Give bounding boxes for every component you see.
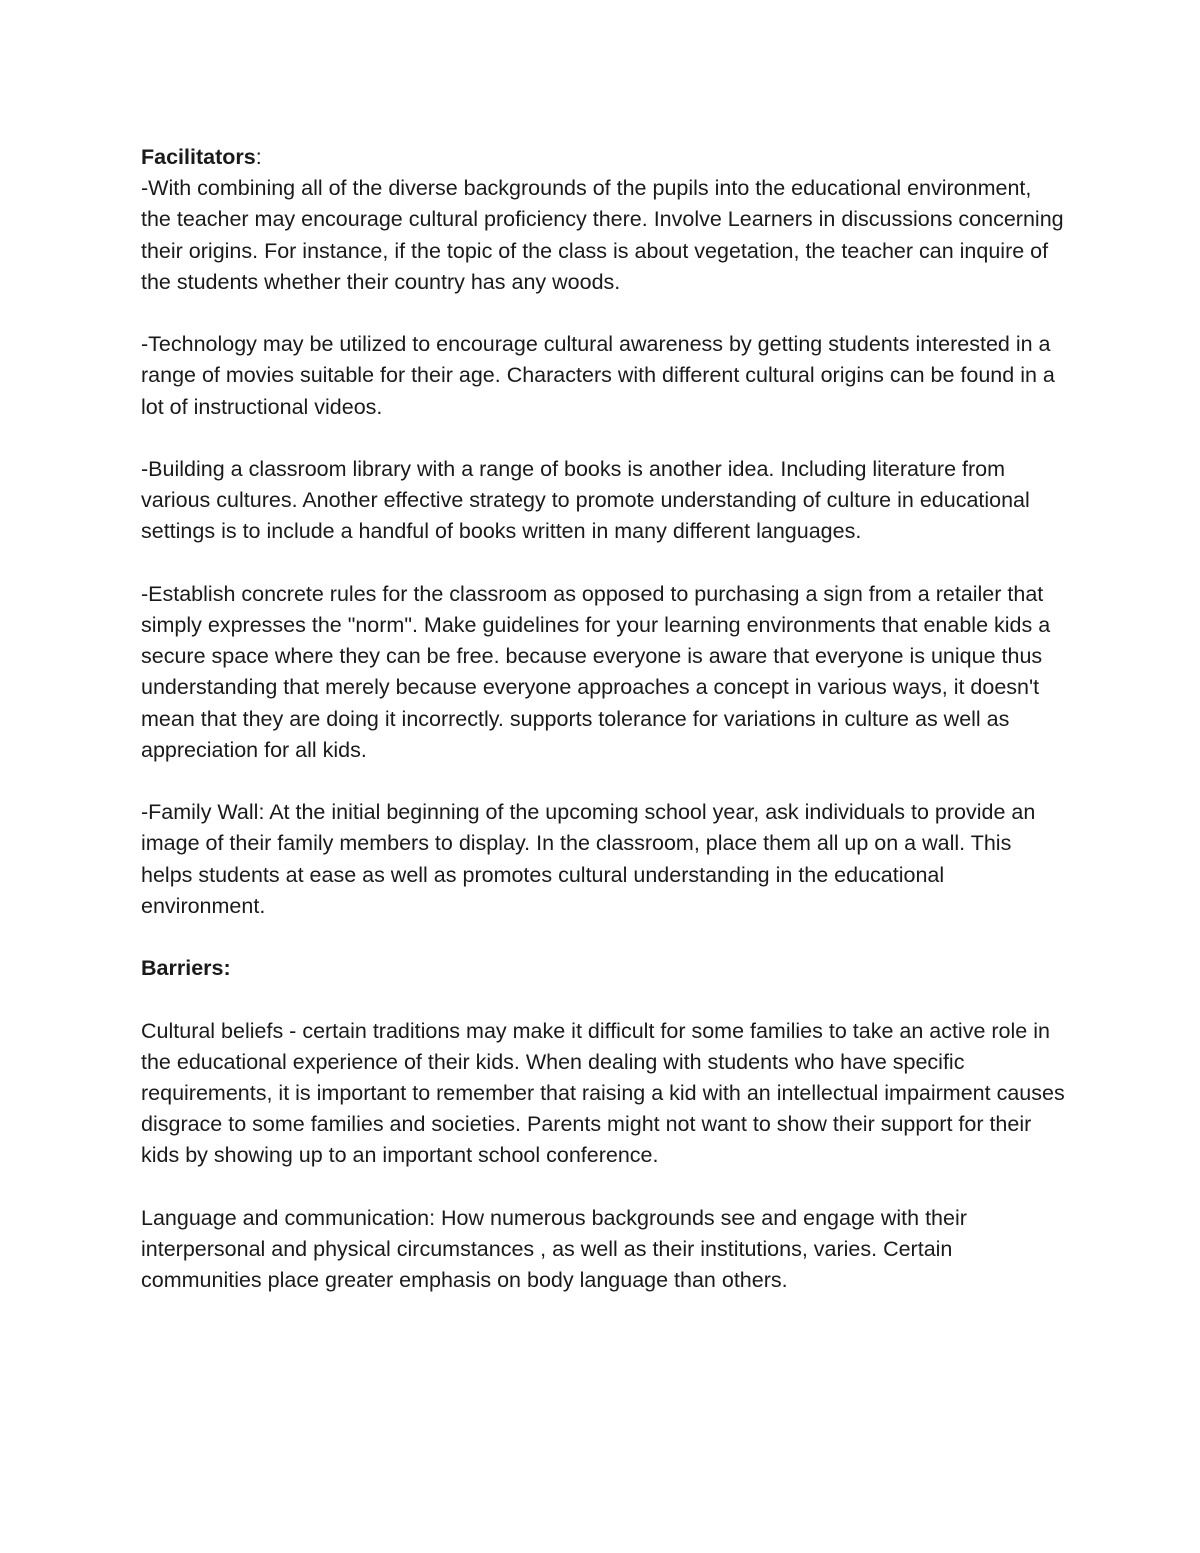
paragraph-gap bbox=[141, 298, 1066, 329]
facilitators-heading-text: Facilitators bbox=[141, 145, 256, 169]
facilitator-paragraph-1: -With combining all of the diverse backgrounds of the pupils into the educational environment, the teacher may encourage cultural proficiency there. Involve Learners in discussions concerning their origins. For instance, if the topic of the class is about vegetation, the teacher can inquire of the students whether their country has any woods. bbox=[141, 176, 1064, 294]
document-body bbox=[141, 142, 1066, 1296]
barrier-paragraph-2: Language and communication: How numerous backgrounds see and engage with their interpersonal and physical circumstances , as well as their institutions, varies. Certain communities place greater emphasis on body language than others. bbox=[141, 1205, 967, 1293]
facilitators-heading-colon: : bbox=[255, 145, 262, 169]
facilitator-paragraph-5: -Family Wall: At the initial beginning of the upcoming school year, ask individuals to provide an image of their family members to display. In the classroom, place them all up on a wall. This helps students at ease as well as promotes cultural understanding in the educational environment. bbox=[141, 800, 1036, 918]
barriers-heading: Barriers: bbox=[141, 956, 231, 981]
paragraph-gap bbox=[141, 984, 1066, 1015]
paragraph-gap bbox=[141, 423, 1066, 454]
paragraph-gap bbox=[141, 922, 1066, 953]
facilitator-paragraph-4: -Establish concrete rules for the classroom as opposed to purchasing a sign from a retailer that simply expresses the "norm". Make guidelines for your learning environments that enable kids a secure space where they can be free. because everyone is aware that everyone is unique thus understanding that merely because everyone approaches a concept in various ways, it doesn't mean that they are doing it incorrectly. supports tolerance for variations in culture as well as appreciation for all kids. bbox=[141, 581, 1051, 762]
facilitators-heading bbox=[141, 142, 1066, 173]
paragraph-gap bbox=[141, 548, 1066, 579]
facilitator-paragraph-3: -Building a classroom library with a range of books is another idea. Including literature from various cultures. Another effective strategy to promote understanding of culture in educational settings is to include a handful of books written in many different languages. bbox=[141, 457, 1030, 544]
paragraph-gap bbox=[141, 1172, 1066, 1203]
facilitator-paragraph-2: -Technology may be utilized to encourage cultural awareness by getting students interested in a range of movies suitable for their age. Characters with different cultural origins can be found in a lot of instructional videos. bbox=[141, 332, 1055, 419]
paragraph-gap bbox=[141, 766, 1066, 797]
barrier-paragraph-1: Cultural beliefs - certain traditions may make it difficult for some families to take an active role in the educational experience of their kids. When dealing with students who have specific requirements, it is important to remember that raising a kid with an intellectual impairment causes disgrace to some families and societies. Parents might not want to show their support for their kids by showing up to an important school conference. bbox=[141, 1018, 1065, 1168]
